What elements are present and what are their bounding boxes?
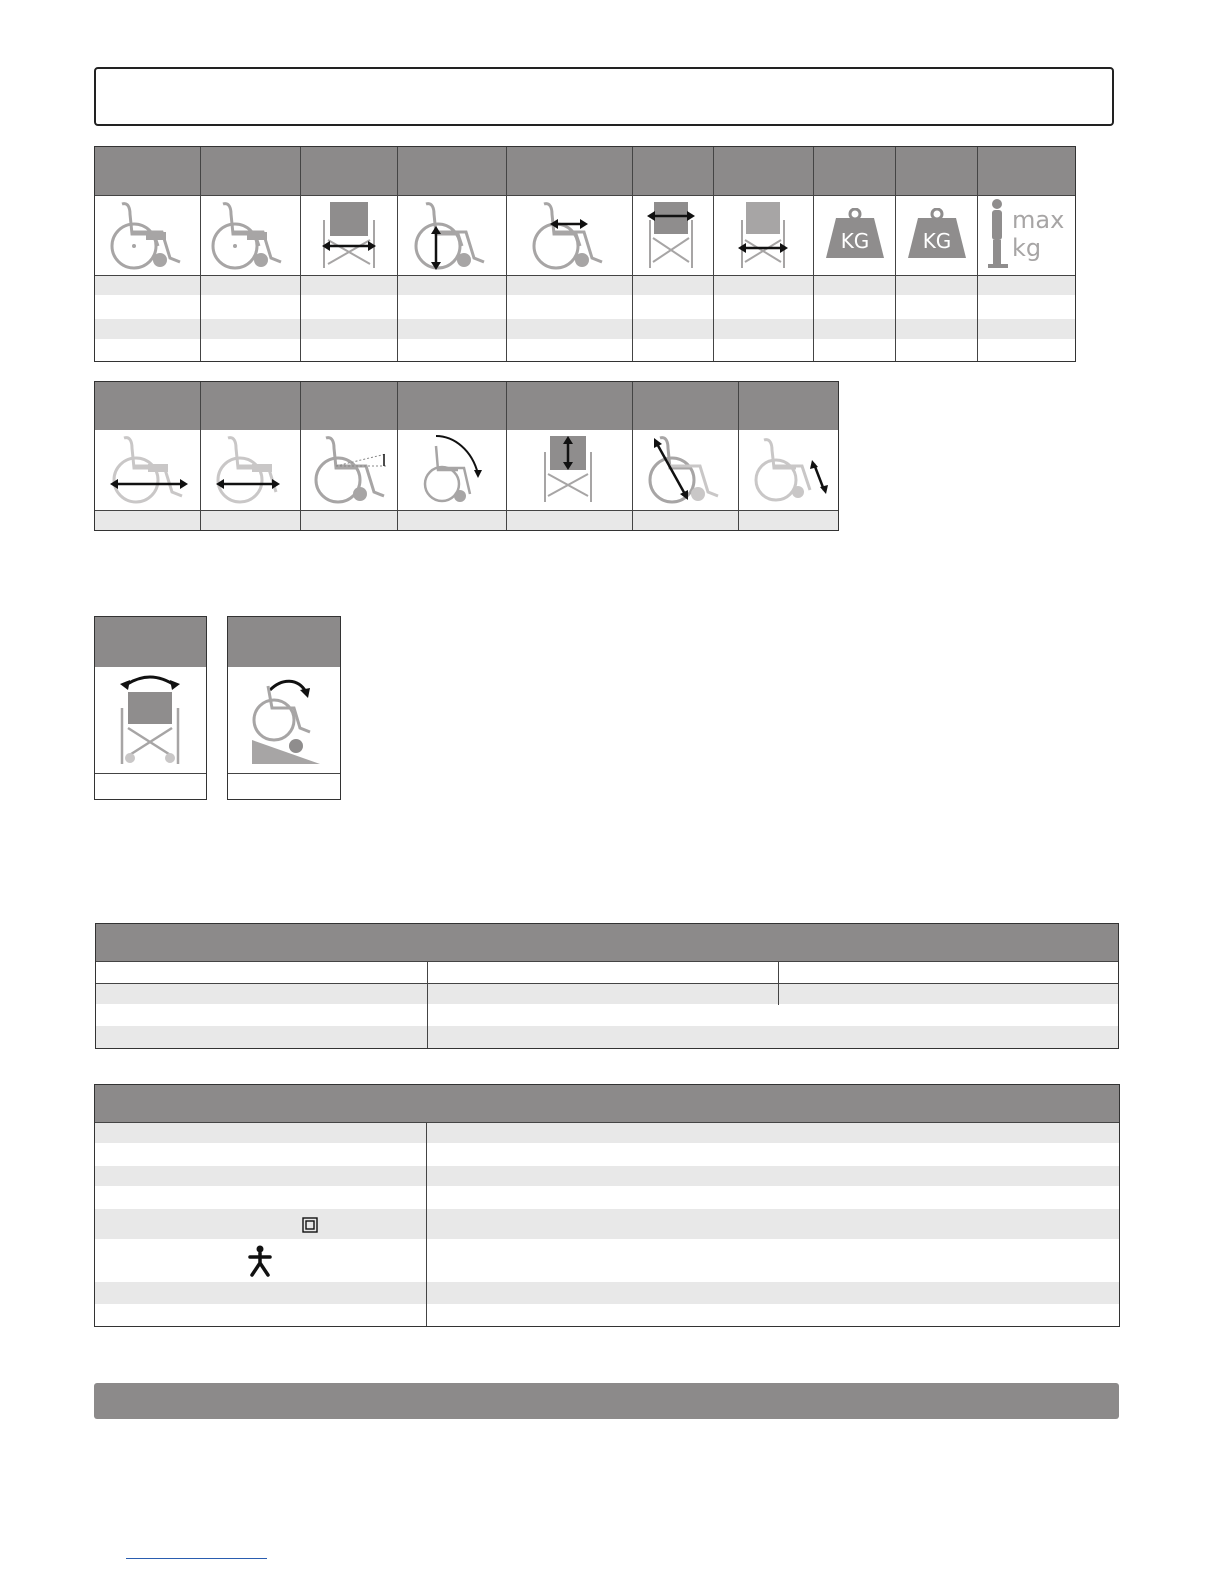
table-row (96, 1026, 1118, 1048)
table-row (95, 319, 1075, 339)
slope-stability-icon (248, 672, 324, 768)
total-length-icon (106, 434, 192, 506)
weight-kg-icon (826, 208, 884, 260)
folded-width-icon (736, 200, 790, 270)
table-1-header (95, 147, 1075, 195)
seat-width-icon (318, 200, 380, 270)
specs-table-1 (95, 923, 1119, 1049)
seat-depth-icon (526, 198, 612, 272)
static-stability-icon (112, 672, 188, 768)
backrest-angle-icon (414, 432, 494, 506)
wheelchair-side-icon (104, 198, 190, 272)
document-title-frame (94, 67, 1114, 126)
specs-table-2 (94, 1084, 1120, 1327)
backrest-width-icon (645, 200, 697, 270)
kg-small-label: kg (1012, 234, 1042, 262)
table-row (95, 1123, 1119, 1143)
table-row (95, 1166, 1119, 1186)
table-row (96, 984, 1118, 1004)
wheelchair-side-icon (205, 198, 291, 272)
seat-angle-icon (308, 434, 394, 506)
type-b-applied-part-icon (248, 1245, 272, 1277)
max-user-weight-icon (986, 198, 1072, 270)
table-row (95, 275, 1075, 295)
footer-link-underline[interactable] (126, 1558, 267, 1559)
diagonal-icon (642, 432, 728, 506)
seat-height-icon (408, 198, 494, 272)
footrest-length-icon (748, 432, 832, 506)
table-row (95, 1282, 1119, 1304)
double-insulation-symbol-icon (302, 1217, 318, 1233)
kg-label: KG (840, 229, 870, 253)
table-2-header (95, 382, 838, 430)
weight-kg-icon (908, 208, 966, 260)
table-row (95, 510, 838, 530)
kg-label: KG (922, 229, 952, 253)
max-label: max (1012, 206, 1065, 234)
section-header-bar (94, 1383, 1119, 1419)
length-no-footrest-icon (210, 434, 290, 506)
table-row (95, 1209, 1119, 1239)
backrest-height-icon (540, 434, 596, 504)
